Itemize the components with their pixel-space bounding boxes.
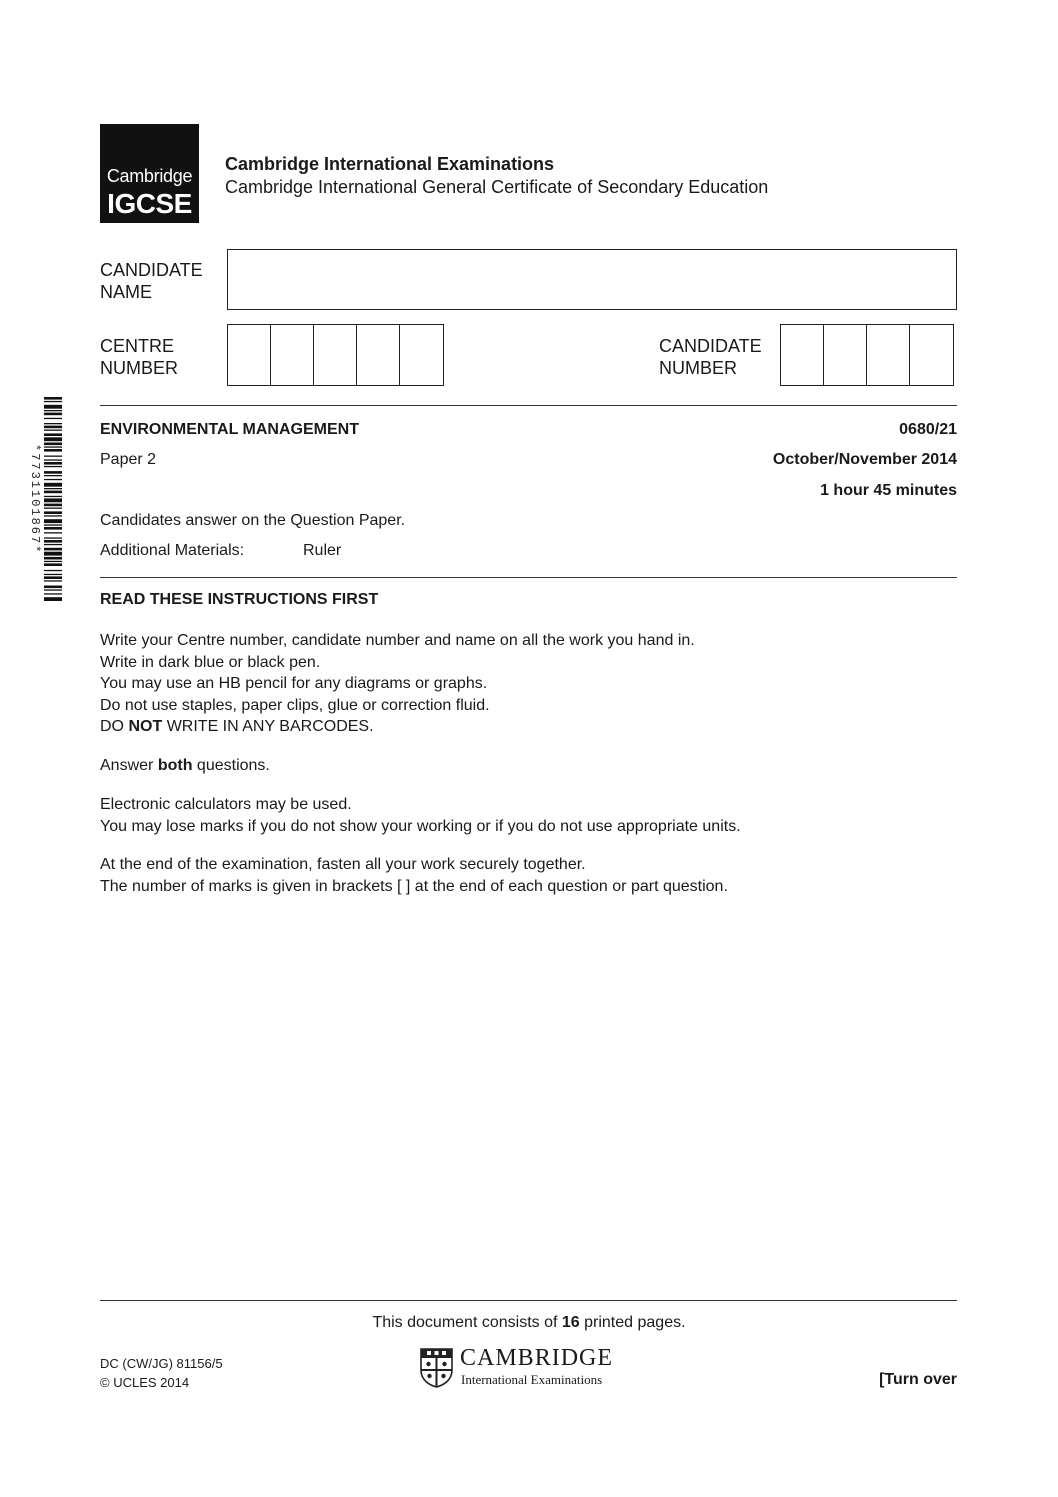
candidate-name-field[interactable]: [227, 249, 957, 310]
paper-code: 0680/21: [899, 421, 957, 438]
barcode-rest: WRITE IN ANY BARCODES.: [166, 718, 374, 735]
reference-code: DC (CW/JG) 81156/5: [100, 1356, 223, 1371]
instructions-block-general: [100, 630, 695, 738]
barcode-text: *7731101867*: [28, 443, 42, 555]
not-word: NOT: [128, 718, 163, 735]
candidate-digit-box[interactable]: [910, 325, 953, 385]
pages-post: printed pages.: [584, 1314, 686, 1331]
copyright: © UCLES 2014: [100, 1375, 190, 1390]
instructions-heading: READ THESE INSTRUCTIONS FIRST: [100, 591, 379, 608]
logo-line2: IGCSE: [107, 188, 192, 219]
answer-pre: Answer: [100, 757, 154, 774]
answer-bold: both: [157, 757, 193, 774]
instruction-line: The number of marks is given in brackets [ ] at the end of each question or part question.: [100, 877, 728, 895]
cambridge-crest-icon: [420, 1348, 453, 1388]
candidate-digit-box[interactable]: [781, 325, 824, 385]
instructions-block-calculators: [100, 794, 741, 837]
exam-session: October/November 2014: [772, 451, 957, 468]
subject-title: ENVIRONMENTAL MANAGEMENT: [100, 421, 359, 438]
instruction-line: At the end of the examination, fasten all your work securely together.: [100, 856, 586, 873]
org-subtitle: Cambridge International General Certificate of Secondary Education: [225, 177, 769, 197]
candidate-digit-box[interactable]: [867, 325, 910, 385]
page-count-note: [0, 1314, 1058, 1332]
centre-digit-box[interactable]: [400, 325, 443, 385]
candidate-name-label: CANDIDATE NAME: [100, 260, 203, 302]
paper-number: Paper 2: [100, 451, 157, 468]
materials-value: Ruler: [303, 542, 342, 559]
centre-digit-box[interactable]: [228, 325, 271, 385]
divider-top: [100, 405, 957, 406]
pages-pre: This document consists of: [372, 1314, 558, 1331]
instruction-line-barcodes: [100, 716, 695, 738]
instruction-line: You may use an HB pencil for any diagrams or graphs.: [100, 675, 488, 692]
instructions-block-answer: [100, 755, 270, 777]
cambridge-wordmark: CAMBRIDGE: [460, 1345, 614, 1371]
answer-post: questions.: [196, 757, 270, 774]
centre-digit-box[interactable]: [271, 325, 314, 385]
centre-number-field[interactable]: [227, 324, 444, 386]
instruction-line: Write in dark blue or black pen.: [100, 653, 321, 671]
answer-on-note: Candidates answer on the Question Paper.: [100, 512, 406, 529]
logo-line1: Cambridge: [106, 166, 193, 186]
instruction-line: Do not use staples, paper clips, glue or correction fluid.: [100, 696, 490, 714]
instruction-line: Electronic calculators may be used.: [100, 796, 352, 813]
exam-duration: 1 hour 45 minutes: [820, 482, 957, 499]
candidate-number-label: CANDIDATE NUMBER: [659, 336, 762, 378]
org-title: Cambridge International Examinations: [225, 154, 555, 174]
centre-digit-box[interactable]: [314, 325, 357, 385]
centre-digit-box[interactable]: [357, 325, 400, 385]
centre-number-label: CENTRE NUMBER: [100, 336, 179, 378]
cambridge-igcse-logo: [100, 124, 199, 223]
instruction-line: Write your Centre number, candidate number and name on all the work you hand in.: [100, 632, 695, 649]
pages-count: 16: [561, 1314, 580, 1331]
candidate-digit-box[interactable]: [824, 325, 867, 385]
divider-middle: [100, 577, 957, 578]
do-word: DO: [100, 718, 124, 735]
cambridge-wordmark-sub: International Examinations: [461, 1372, 603, 1387]
candidate-number-field[interactable]: [780, 324, 954, 386]
divider-footer: [100, 1300, 957, 1301]
instruction-line: You may lose marks if you do not show your working or if you do not use appropriate units.: [100, 817, 741, 835]
materials-label: Additional Materials:: [100, 542, 245, 559]
turn-over-note: [Turn over: [879, 1371, 957, 1388]
instructions-block-end: [100, 854, 728, 897]
